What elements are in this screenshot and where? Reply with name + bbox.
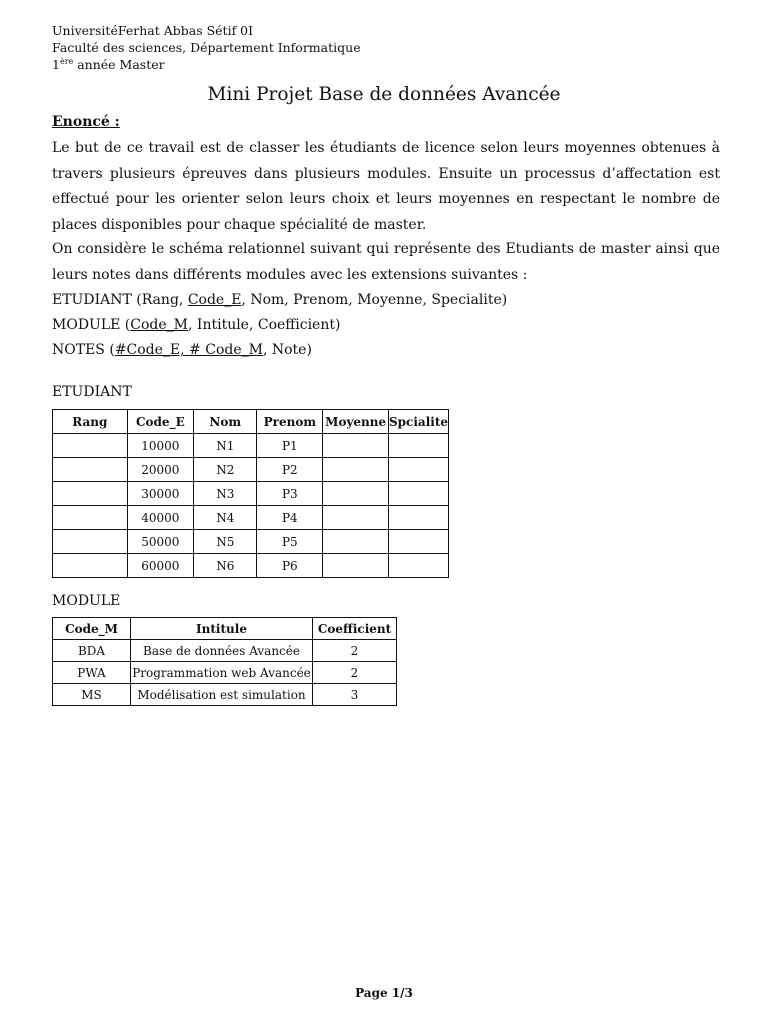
table-cell: N4 [194,506,257,530]
table-cell [389,506,449,530]
schema-etudiant [52,292,507,308]
table-row [53,434,449,458]
table-cell: P2 [257,458,323,482]
table-cell: 50000 [127,530,194,554]
table-cell: MS [53,684,131,706]
table-cell [323,482,389,506]
table-cell: P6 [257,554,323,578]
schema-notes [52,342,312,358]
schema-name: NOTES [52,342,105,358]
table-cell: Programmation web Avancée [131,662,313,684]
table-cell: P3 [257,482,323,506]
table-cell: 30000 [127,482,194,506]
table-header-cell: Rang [53,410,128,434]
table-cell: N6 [194,554,257,578]
schema-key: #Code_E, # Code_M [114,342,263,358]
module-table [52,617,397,706]
table-cell: N5 [194,530,257,554]
university-line: UniversitéFerhat Abbas Sétif 0I [52,23,254,38]
schema-name: MODULE [52,317,121,333]
paragraph-intro: Le but de ce travail est de classer les étudiants de licence selon leurs moyennes obtenues à travers plusieurs épreuves dans plusieurs modules. Ensuite un processus d’affectation est effectué pour les orienter selon leurs choix et leurs moyennes en respectant le nombre de places disponibles pour chaque spécialité de master. [52,140,720,233]
table-cell: Base de données Avancée [131,640,313,662]
table-cell: N1 [194,434,257,458]
table-header-cell: Moyenne [323,410,389,434]
schema-open: ( [104,342,115,358]
table-cell [389,482,449,506]
schema-key: Code_M [130,317,189,333]
table-cell [389,554,449,578]
table-cell: 40000 [127,506,194,530]
enonce-heading: Enoncé : [52,114,120,130]
schema-rest: , Intitule, Coefficient) [188,317,341,333]
table-cell: P4 [257,506,323,530]
schema-key: Code_E [187,292,242,308]
schema-rest: , Nom, Prenom, Moyenne, Specialite) [241,292,508,308]
table-row [53,640,397,662]
schema-open: (Rang, [131,292,188,308]
table-header-cell: Coefficient [313,618,397,640]
level-superscript: ère [59,56,74,66]
table-header-cell: Intitule [131,618,313,640]
level-rest: année Master [73,57,165,72]
table-row [53,506,449,530]
table-cell: Modélisation est simulation [131,684,313,706]
table-row [53,482,449,506]
level-number: 1 [52,57,60,72]
table-header-cell: Prenom [257,410,323,434]
table-cell: 2 [313,662,397,684]
table-header-cell: Code_M [53,618,131,640]
table-cell: 2 [313,640,397,662]
table-cell: N3 [194,482,257,506]
table-cell [323,506,389,530]
module-table-label: MODULE [52,593,121,609]
paragraph-schema-intro: On considère le schéma relationnel suivant qui représente des Etudiants de master ainsi que leurs notes dans différents modules avec les extensions suivantes : [52,241,720,283]
table-cell [53,458,128,482]
table-header-cell: Code_E [127,410,194,434]
table-cell [323,554,389,578]
table-row [53,684,397,706]
document-title: Mini Projet Base de données Avancée [207,84,561,105]
table-row [53,530,449,554]
schema-name: ETUDIANT [52,292,132,308]
table-cell [53,434,128,458]
page-number: Page 1/3 [355,986,413,1000]
faculty-line: Faculté des sciences, Département Informatique [52,40,361,55]
table-header-cell: Nom [194,410,257,434]
table-cell: BDA [53,640,131,662]
table-cell: PWA [53,662,131,684]
table-row [53,662,397,684]
table-cell [323,434,389,458]
etudiant-table-label: ETUDIANT [52,384,132,400]
table-cell [53,554,128,578]
table-cell: 10000 [127,434,194,458]
schema-rest: , Note) [262,342,312,358]
table-cell [53,482,128,506]
document-header [52,22,361,73]
table-cell [53,530,128,554]
table-cell: 60000 [127,554,194,578]
table-header-row [53,410,449,434]
table-cell [53,506,128,530]
level-line [52,56,361,73]
table-cell: P1 [257,434,323,458]
table-cell: N2 [194,458,257,482]
schema-module [52,317,340,333]
table-cell [389,458,449,482]
table-header-row [53,618,397,640]
table-row [53,458,449,482]
table-header-cell: Spcialite [389,410,449,434]
table-cell: 20000 [127,458,194,482]
table-row [53,554,449,578]
table-cell: P5 [257,530,323,554]
table-cell [323,530,389,554]
table-cell [389,530,449,554]
table-cell [323,458,389,482]
table-cell: 3 [313,684,397,706]
table-cell [389,434,449,458]
schema-open: ( [120,317,131,333]
etudiant-table [52,409,449,578]
